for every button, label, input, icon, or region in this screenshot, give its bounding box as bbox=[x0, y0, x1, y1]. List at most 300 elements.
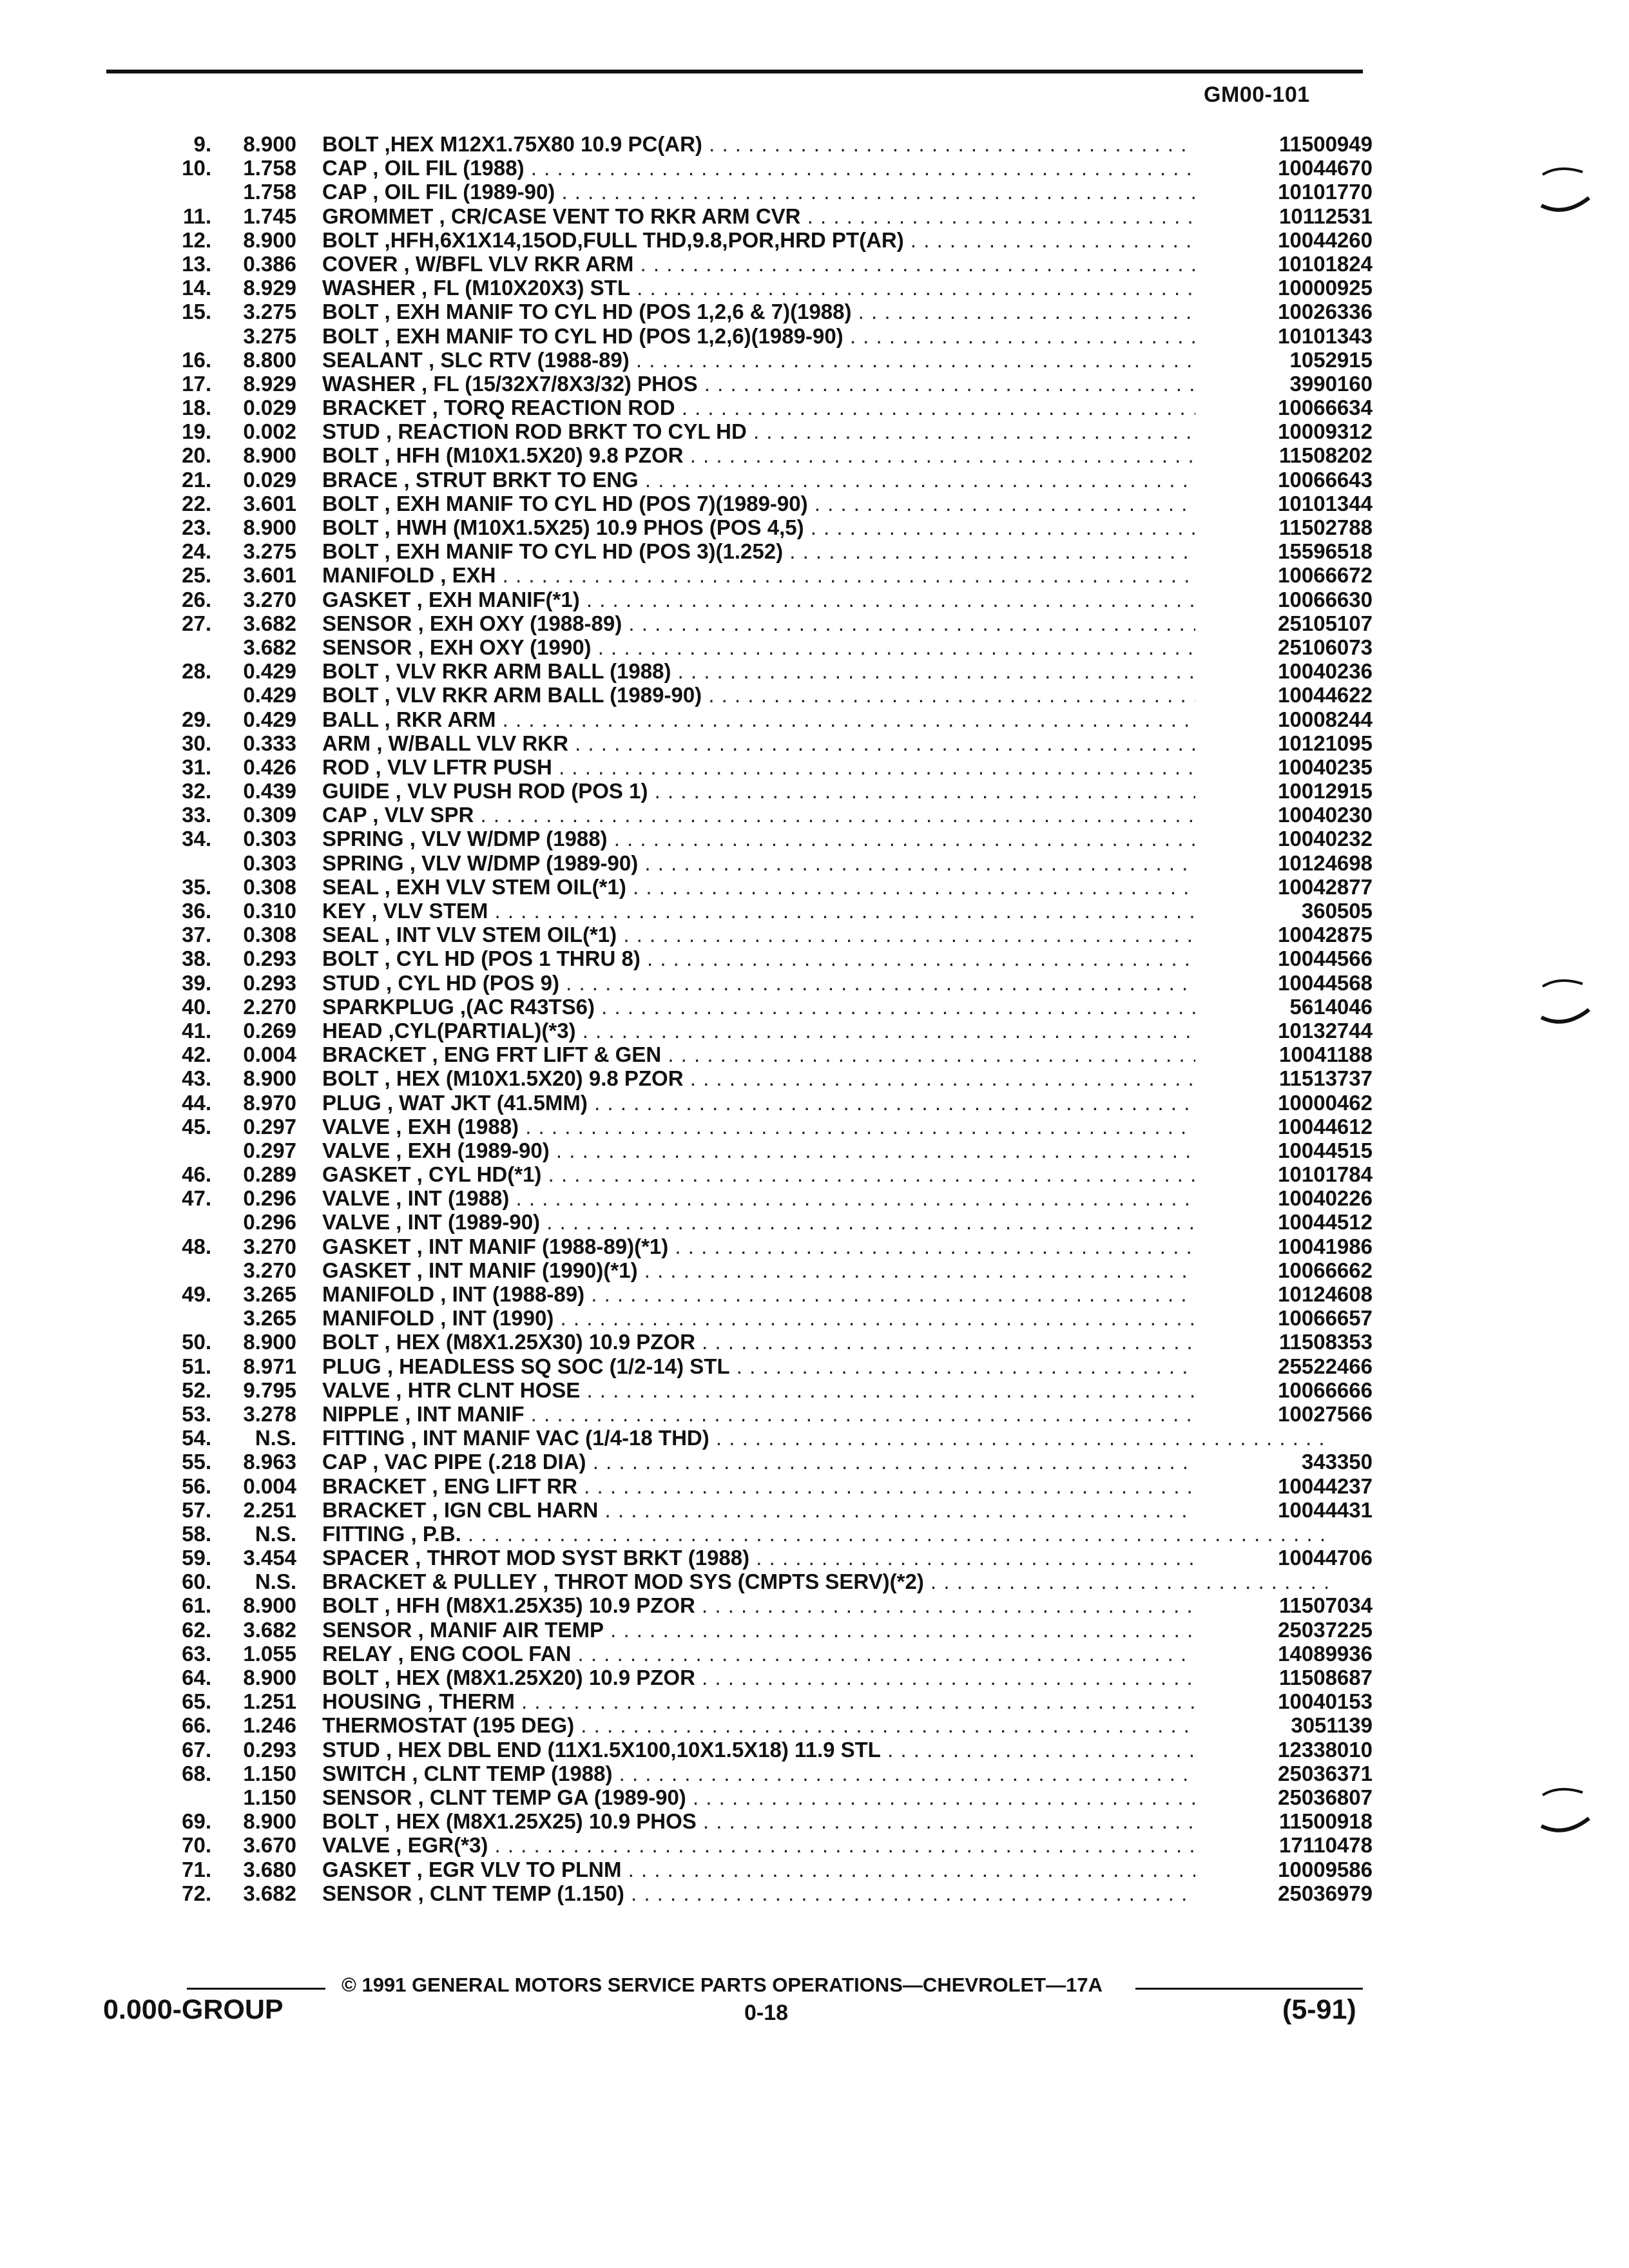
part-number: 10044566 bbox=[1195, 947, 1373, 970]
item-number: 54. bbox=[182, 1426, 211, 1450]
parts-row bbox=[129, 923, 1373, 947]
group-number: N.S. bbox=[255, 1426, 296, 1450]
part-number: 10040232 bbox=[1195, 827, 1373, 850]
group-number: 1.246 bbox=[243, 1713, 296, 1738]
part-number: 11508687 bbox=[1195, 1666, 1373, 1689]
item-number: 32. bbox=[182, 779, 211, 803]
parts-row bbox=[129, 1881, 1373, 1905]
part-number: 10042875 bbox=[1195, 923, 1373, 947]
part-number: 10112531 bbox=[1195, 204, 1373, 228]
parts-row bbox=[129, 1258, 1373, 1282]
group-number: 0.293 bbox=[243, 1737, 296, 1762]
item-number: 49. bbox=[182, 1282, 211, 1306]
part-description: SENSOR , CLNT TEMP GA (1989-90) . . . bbox=[322, 1785, 1327, 1809]
part-description: CAP , VLV SPR . . . bbox=[322, 803, 1327, 827]
part-description: VALVE , EXH (1988) . . . bbox=[322, 1115, 1327, 1139]
parts-row bbox=[129, 371, 1373, 396]
parts-row bbox=[129, 347, 1373, 372]
part-description: SENSOR , EXH OXY (1990) . . . bbox=[322, 635, 1327, 659]
parts-row bbox=[129, 1713, 1373, 1738]
parts-row bbox=[129, 1234, 1373, 1258]
part-description: BOLT , HFH (M10X1.5X20) 9.8 PZOR . . . bbox=[322, 443, 1327, 467]
part-description: GASKET , INT MANIF (1988-89)(*1) . . . bbox=[322, 1235, 1327, 1258]
parts-row bbox=[129, 611, 1373, 635]
group-number: 0.310 bbox=[243, 899, 296, 923]
item-number: 30. bbox=[182, 731, 211, 755]
parts-row bbox=[129, 779, 1373, 803]
part-description: SEAL , EXH VLV STEM OIL(*1) . . . bbox=[322, 875, 1327, 899]
group-number: 0.439 bbox=[243, 779, 296, 803]
group-number: 3.682 bbox=[243, 1881, 296, 1905]
part-number: 25036807 bbox=[1195, 1785, 1373, 1809]
parts-row bbox=[129, 754, 1373, 779]
item-number: 20. bbox=[182, 443, 211, 468]
group-number: 3.270 bbox=[243, 587, 296, 611]
item-number: 70. bbox=[182, 1833, 211, 1858]
parts-row bbox=[129, 659, 1373, 684]
item-number: 40. bbox=[182, 994, 211, 1019]
group-number: 1.758 bbox=[243, 180, 296, 204]
group-number: 0.429 bbox=[243, 683, 296, 707]
part-description: BRACKET , IGN CBL HARN . . . bbox=[322, 1498, 1327, 1522]
parts-row bbox=[129, 707, 1373, 731]
parts-row bbox=[129, 1401, 1373, 1426]
copyright-line: © 1991 GENERAL MOTORS SERVICE PARTS OPERATIONS—CHEVROLET—17A bbox=[342, 1974, 1103, 1996]
part-description: BOLT , EXH MANIF TO CYL HD (POS 7)(1989-90) . . . bbox=[322, 492, 1327, 515]
parts-row bbox=[129, 635, 1373, 659]
part-number: 10026336 bbox=[1195, 300, 1373, 323]
item-number: 12. bbox=[182, 227, 211, 252]
item-number: 33. bbox=[182, 803, 211, 827]
part-description: SENSOR , CLNT TEMP (1.150) . . . bbox=[322, 1881, 1327, 1905]
part-number: 10066672 bbox=[1195, 563, 1373, 587]
parts-row bbox=[129, 1857, 1373, 1881]
item-number: 60. bbox=[182, 1570, 211, 1594]
parts-row bbox=[129, 1138, 1373, 1162]
item-number: 50. bbox=[182, 1330, 211, 1354]
part-description: ARM , W/BALL VLV RKR . . . bbox=[322, 731, 1327, 755]
item-number: 55. bbox=[182, 1450, 211, 1474]
part-number: 10066657 bbox=[1195, 1306, 1373, 1330]
part-number: 343350 bbox=[1195, 1450, 1373, 1474]
part-number: 10044612 bbox=[1195, 1115, 1373, 1139]
item-number: 13. bbox=[182, 251, 211, 276]
binder-hole-mark-middle bbox=[1540, 976, 1592, 1028]
part-description: CAP , OIL FIL (1988) . . . bbox=[322, 156, 1327, 180]
part-number: 25036979 bbox=[1195, 1881, 1373, 1905]
item-number: 21. bbox=[182, 467, 211, 492]
part-description: ROD , VLV LFTR PUSH . . . bbox=[322, 755, 1327, 779]
group-number: 3.601 bbox=[243, 563, 296, 588]
group-number: 3.680 bbox=[243, 1857, 296, 1881]
part-description: BOLT ,HFH,6X1X14,15OD,FULL THD,9.8,POR,HRD PT(AR) . . . bbox=[322, 228, 1327, 252]
parts-row bbox=[129, 1474, 1373, 1498]
parts-row bbox=[129, 731, 1373, 755]
item-number: 48. bbox=[182, 1234, 211, 1258]
part-number: 10040230 bbox=[1195, 803, 1373, 827]
parts-row bbox=[129, 874, 1373, 899]
group-number: 8.900 bbox=[243, 1066, 296, 1091]
part-description: FITTING , P.B. . . . bbox=[322, 1522, 1327, 1546]
group-number: 0.296 bbox=[243, 1186, 296, 1211]
item-number: 38. bbox=[182, 947, 211, 971]
part-description: BOLT , CYL HD (POS 1 THRU 8) . . . bbox=[322, 947, 1327, 970]
item-number: 69. bbox=[182, 1809, 211, 1834]
part-description: BRACKET , ENG FRT LIFT & GEN . . . bbox=[322, 1043, 1327, 1066]
part-number: 10066666 bbox=[1195, 1378, 1373, 1402]
item-number: 31. bbox=[182, 754, 211, 779]
item-number: 17. bbox=[182, 371, 211, 396]
parts-row bbox=[129, 1066, 1373, 1091]
part-number: 10121095 bbox=[1195, 731, 1373, 755]
parts-row bbox=[129, 899, 1373, 923]
part-number: 10009586 bbox=[1195, 1858, 1373, 1881]
part-number: 10041986 bbox=[1195, 1235, 1373, 1258]
item-number: 72. bbox=[182, 1881, 211, 1905]
part-description: BOLT , HWH (M10X1.5X25) 10.9 PHOS (POS 4,5) . . . bbox=[322, 515, 1327, 539]
group-number: 8.929 bbox=[243, 371, 296, 396]
part-number: 3051139 bbox=[1195, 1713, 1373, 1737]
part-number: 10000925 bbox=[1195, 276, 1373, 300]
group-number: 8.963 bbox=[243, 1450, 296, 1474]
part-description: SEALANT , SLC RTV (1988-89) . . . bbox=[322, 348, 1327, 372]
parts-row bbox=[129, 1737, 1373, 1762]
part-description: MANIFOLD , EXH . . . bbox=[322, 563, 1327, 587]
part-description: SENSOR , EXH OXY (1988-89) . . . bbox=[322, 611, 1327, 635]
part-description: SPRING , VLV W/DMP (1988) . . . bbox=[322, 827, 1327, 850]
part-description: CAP , VAC PIPE (.218 DIA) . . . bbox=[322, 1450, 1327, 1474]
parts-row bbox=[129, 1641, 1373, 1666]
parts-row bbox=[129, 1018, 1373, 1043]
group-number: 8.900 bbox=[243, 515, 296, 539]
parts-row bbox=[129, 1570, 1366, 1593]
group-number: 9.795 bbox=[243, 1378, 296, 1402]
group-number: 3.275 bbox=[243, 539, 296, 564]
item-number: 9. bbox=[193, 132, 211, 156]
item-number: 44. bbox=[182, 1090, 211, 1115]
part-description: BRACE , STRUT BRKT TO ENG . . . bbox=[322, 468, 1327, 492]
group-number: 2.251 bbox=[243, 1497, 296, 1522]
parts-row bbox=[129, 1426, 1366, 1450]
group-number: 0.297 bbox=[243, 1114, 296, 1139]
parts-row bbox=[129, 156, 1373, 180]
group-number: 3.670 bbox=[243, 1833, 296, 1858]
item-number: 19. bbox=[182, 419, 211, 444]
group-number: 2.270 bbox=[243, 994, 296, 1019]
group-number: 0.308 bbox=[243, 874, 296, 899]
parts-row bbox=[129, 419, 1373, 444]
group-number: 0.289 bbox=[243, 1162, 296, 1187]
part-description: GASKET , EGR VLV TO PLNM . . . bbox=[322, 1858, 1327, 1881]
part-number: 3990160 bbox=[1195, 372, 1373, 396]
part-number: 10009312 bbox=[1195, 419, 1373, 443]
item-number: 59. bbox=[182, 1546, 211, 1570]
group-number: 0.029 bbox=[243, 396, 296, 420]
part-number: 10124698 bbox=[1195, 851, 1373, 875]
parts-row bbox=[129, 539, 1373, 564]
group-label: 0.000-GROUP bbox=[103, 1994, 284, 2025]
group-number: 3.270 bbox=[243, 1258, 296, 1282]
group-number: 3.270 bbox=[243, 1234, 296, 1258]
group-number: 1.055 bbox=[243, 1641, 296, 1666]
part-number: 10008244 bbox=[1195, 707, 1373, 731]
item-number: 45. bbox=[182, 1114, 211, 1139]
group-number: 8.900 bbox=[243, 1666, 296, 1689]
item-number: 58. bbox=[182, 1521, 211, 1546]
binder-hole-mark-top bbox=[1540, 164, 1592, 216]
parts-row bbox=[129, 300, 1373, 324]
group-number: 0.308 bbox=[243, 923, 296, 947]
item-number: 53. bbox=[182, 1401, 211, 1426]
item-number: 61. bbox=[182, 1593, 211, 1618]
group-number: 0.029 bbox=[243, 467, 296, 492]
group-number: 3.682 bbox=[243, 611, 296, 635]
part-number: 10040226 bbox=[1195, 1186, 1373, 1210]
group-number: 0.293 bbox=[243, 970, 296, 995]
parts-row bbox=[129, 827, 1373, 851]
part-description: SENSOR , MANIF AIR TEMP . . . bbox=[322, 1618, 1327, 1642]
group-number: 0.429 bbox=[243, 659, 296, 684]
parts-row bbox=[129, 1330, 1373, 1354]
group-number: 0.296 bbox=[243, 1210, 296, 1235]
part-number: 10101770 bbox=[1195, 180, 1373, 204]
part-number: 25105107 bbox=[1195, 611, 1373, 635]
item-number: 57. bbox=[182, 1497, 211, 1522]
part-number: 15596518 bbox=[1195, 539, 1373, 563]
group-number: 1.745 bbox=[243, 204, 296, 228]
item-number: 67. bbox=[182, 1737, 211, 1762]
part-number: 25036371 bbox=[1195, 1762, 1373, 1785]
item-number: 11. bbox=[182, 204, 211, 228]
group-number: 0.303 bbox=[243, 827, 296, 851]
parts-row bbox=[129, 443, 1373, 468]
item-number: 15. bbox=[182, 300, 211, 324]
item-number: 25. bbox=[182, 563, 211, 588]
part-number: 10044260 bbox=[1195, 228, 1373, 252]
item-number: 41. bbox=[182, 1018, 211, 1043]
part-number: 17110478 bbox=[1195, 1833, 1373, 1857]
part-description: WASHER , FL (15/32X7/8X3/32) PHOS . . . bbox=[322, 372, 1327, 396]
part-number: 10044515 bbox=[1195, 1139, 1373, 1162]
part-description: VALVE , HTR CLNT HOSE . . . bbox=[322, 1378, 1327, 1402]
group-number: N.S. bbox=[255, 1521, 296, 1546]
parts-row bbox=[129, 1809, 1373, 1834]
parts-row bbox=[129, 1617, 1373, 1642]
part-number: 10101824 bbox=[1195, 252, 1373, 276]
part-description: BOLT , HEX (M8X1.25X20) 10.9 PZOR . . . bbox=[322, 1666, 1327, 1689]
part-description: VALVE , EGR(*3) . . . bbox=[322, 1833, 1327, 1857]
item-number: 63. bbox=[182, 1641, 211, 1666]
parts-row bbox=[129, 276, 1373, 300]
part-number: 14089936 bbox=[1195, 1642, 1373, 1666]
group-number: 8.971 bbox=[243, 1354, 296, 1378]
group-number: 0.004 bbox=[243, 1474, 296, 1498]
part-number: 360505 bbox=[1195, 899, 1373, 923]
group-number: 8.900 bbox=[243, 443, 296, 468]
parts-row bbox=[129, 1282, 1373, 1306]
group-number: 8.800 bbox=[243, 347, 296, 372]
page-number: 0-18 bbox=[744, 2001, 789, 2025]
part-description: BOLT , VLV RKR ARM BALL (1988) . . . bbox=[322, 659, 1327, 683]
part-description: GROMMET , CR/CASE VENT TO RKR ARM CVR . . . bbox=[322, 204, 1327, 228]
part-number: 25106073 bbox=[1195, 635, 1373, 659]
group-number: 3.275 bbox=[243, 300, 296, 324]
parts-row bbox=[129, 850, 1373, 875]
group-number: 8.900 bbox=[243, 227, 296, 252]
group-number: N.S. bbox=[255, 1570, 296, 1594]
parts-row bbox=[129, 1497, 1373, 1522]
part-number: 11508202 bbox=[1195, 443, 1373, 467]
part-description: STUD , REACTION ROD BRKT TO CYL HD . . . bbox=[322, 419, 1327, 443]
group-number: 8.970 bbox=[243, 1090, 296, 1115]
item-number: 35. bbox=[182, 874, 211, 899]
group-number: 0.297 bbox=[243, 1138, 296, 1162]
parts-row bbox=[129, 1450, 1373, 1474]
part-number: 10040236 bbox=[1195, 659, 1373, 683]
revision-date: (5-91) bbox=[1282, 1994, 1356, 2025]
part-description: SPARKPLUG ,(AC R43TS6) . . . bbox=[322, 995, 1327, 1019]
item-number: 62. bbox=[182, 1617, 211, 1642]
parts-row bbox=[129, 515, 1373, 539]
part-number: 25037225 bbox=[1195, 1618, 1373, 1642]
group-number: 0.004 bbox=[243, 1043, 296, 1067]
parts-row bbox=[129, 683, 1373, 707]
group-number: 1.758 bbox=[243, 156, 296, 180]
document-code: GM00-101 bbox=[1204, 82, 1310, 107]
item-number: 39. bbox=[182, 970, 211, 995]
parts-row bbox=[129, 1761, 1373, 1785]
part-description: SPACER , THROT MOD SYST BRKT (1988) . . . bbox=[322, 1546, 1327, 1570]
part-description: GUIDE , VLV PUSH ROD (POS 1) . . . bbox=[322, 779, 1327, 803]
item-number: 65. bbox=[182, 1689, 211, 1714]
group-number: 0.309 bbox=[243, 803, 296, 827]
item-number: 56. bbox=[182, 1474, 211, 1498]
group-number: 0.386 bbox=[243, 251, 296, 276]
parts-list bbox=[129, 132, 1373, 1905]
part-description: RELAY , ENG COOL FAN . . . bbox=[322, 1642, 1327, 1666]
item-number: 16. bbox=[182, 347, 211, 372]
part-description: BOLT , VLV RKR ARM BALL (1989-90) . . . bbox=[322, 683, 1327, 707]
part-description: THERMOSTAT (195 DEG) . . . bbox=[322, 1713, 1327, 1737]
binder-hole-mark-bottom bbox=[1540, 1785, 1592, 1836]
parts-row bbox=[129, 132, 1373, 156]
parts-row bbox=[129, 1210, 1373, 1235]
parts-row bbox=[129, 1833, 1373, 1858]
item-number: 52. bbox=[182, 1378, 211, 1402]
part-description: BOLT , HFH (M8X1.25X35) 10.9 PZOR . . . bbox=[322, 1593, 1327, 1617]
part-number: 10132744 bbox=[1195, 1019, 1373, 1043]
part-number: 10041188 bbox=[1195, 1043, 1373, 1066]
part-description: GASKET , CYL HD(*1) . . . bbox=[322, 1162, 1327, 1186]
part-number: 10027566 bbox=[1195, 1402, 1373, 1426]
part-number: 11500949 bbox=[1195, 132, 1373, 156]
group-number: 3.265 bbox=[243, 1282, 296, 1306]
part-description: SPRING , VLV W/DMP (1989-90) . . . bbox=[322, 851, 1327, 875]
group-number: 0.269 bbox=[243, 1018, 296, 1043]
part-number: 10066643 bbox=[1195, 468, 1373, 492]
item-number: 23. bbox=[182, 515, 211, 539]
parts-row bbox=[129, 1546, 1373, 1570]
part-number: 10044706 bbox=[1195, 1546, 1373, 1570]
parts-row bbox=[129, 1114, 1373, 1139]
parts-row bbox=[129, 1162, 1373, 1187]
part-description: CAP , OIL FIL (1989-90) . . . bbox=[322, 180, 1327, 204]
part-number: 5614046 bbox=[1195, 995, 1373, 1019]
part-description: VALVE , EXH (1989-90) . . . bbox=[322, 1139, 1327, 1162]
item-number: 14. bbox=[182, 276, 211, 300]
item-number: 24. bbox=[182, 539, 211, 564]
item-number: 47. bbox=[182, 1186, 211, 1211]
part-number: 11508353 bbox=[1195, 1330, 1373, 1354]
item-number: 64. bbox=[182, 1666, 211, 1689]
part-number: 10101343 bbox=[1195, 324, 1373, 348]
part-number: 10012915 bbox=[1195, 779, 1373, 803]
group-number: 3.275 bbox=[243, 323, 296, 348]
item-number: 18. bbox=[182, 396, 211, 420]
group-number: 0.333 bbox=[243, 731, 296, 755]
group-number: 1.251 bbox=[243, 1689, 296, 1714]
group-number: 8.929 bbox=[243, 276, 296, 300]
item-number: 66. bbox=[182, 1713, 211, 1738]
part-description: BALL , RKR ARM . . . bbox=[322, 707, 1327, 731]
parts-row bbox=[129, 1306, 1373, 1331]
part-description: BOLT , HEX (M8X1.25X25) 10.9 PHOS . . . bbox=[322, 1809, 1327, 1833]
part-description: BOLT ,HEX M12X1.75X80 10.9 PC(AR) . . . bbox=[322, 132, 1327, 156]
part-description: STUD , CYL HD (POS 9) . . . bbox=[322, 971, 1327, 995]
group-number: 0.303 bbox=[243, 850, 296, 875]
footer-rule-right bbox=[1135, 1988, 1363, 1990]
parts-row bbox=[129, 396, 1373, 420]
part-description: BRACKET & PULLEY , THROT MOD SYS (CMPTS SERV)(*2) . . . bbox=[322, 1570, 1327, 1593]
parts-row bbox=[129, 994, 1373, 1019]
group-number: 0.002 bbox=[243, 419, 296, 444]
part-description: BOLT , EXH MANIF TO CYL HD (POS 3)(1.252) . . . bbox=[322, 539, 1327, 563]
part-description: BOLT , HEX (M10X1.5X20) 9.8 PZOR . . . bbox=[322, 1066, 1327, 1090]
part-number: 10040235 bbox=[1195, 755, 1373, 779]
group-number: 0.429 bbox=[243, 707, 296, 731]
group-number: 0.293 bbox=[243, 947, 296, 971]
part-description: HEAD ,CYL(PARTIAL)(*3) . . . bbox=[322, 1019, 1327, 1043]
part-description: MANIFOLD , INT (1988-89) . . . bbox=[322, 1282, 1327, 1306]
part-description: VALVE , INT (1988) . . . bbox=[322, 1186, 1327, 1210]
part-number: 10066630 bbox=[1195, 588, 1373, 611]
part-description: GASKET , EXH MANIF(*1) . . . bbox=[322, 588, 1327, 611]
parts-row bbox=[129, 803, 1373, 827]
part-number: 10042877 bbox=[1195, 875, 1373, 899]
item-number: 26. bbox=[182, 587, 211, 611]
header-rule bbox=[106, 70, 1363, 73]
part-description: GASKET , INT MANIF (1990)(*1) . . . bbox=[322, 1258, 1327, 1282]
group-number: 3.682 bbox=[243, 1617, 296, 1642]
item-number: 51. bbox=[182, 1354, 211, 1378]
parts-row bbox=[129, 1689, 1373, 1714]
group-number: 8.900 bbox=[243, 1593, 296, 1618]
part-description: BOLT , EXH MANIF TO CYL HD (POS 1,2,6 & 7)(1988) . . . bbox=[322, 300, 1327, 323]
part-description: SEAL , INT VLV STEM OIL(*1) . . . bbox=[322, 923, 1327, 947]
group-number: 1.150 bbox=[243, 1761, 296, 1785]
item-number: 42. bbox=[182, 1043, 211, 1067]
part-number: 10101784 bbox=[1195, 1162, 1373, 1186]
item-number: 27. bbox=[182, 611, 211, 635]
parts-row bbox=[129, 204, 1373, 228]
part-description: PLUG , WAT JKT (41.5MM) . . . bbox=[322, 1091, 1327, 1115]
part-description: KEY , VLV STEM . . . bbox=[322, 899, 1327, 923]
parts-row bbox=[129, 1593, 1373, 1618]
part-description: BOLT , EXH MANIF TO CYL HD (POS 1,2,6)(1989-90) . . . bbox=[322, 324, 1327, 348]
parts-row bbox=[129, 1378, 1373, 1402]
part-description: MANIFOLD , INT (1990) . . . bbox=[322, 1306, 1327, 1330]
parts-row bbox=[129, 970, 1373, 995]
